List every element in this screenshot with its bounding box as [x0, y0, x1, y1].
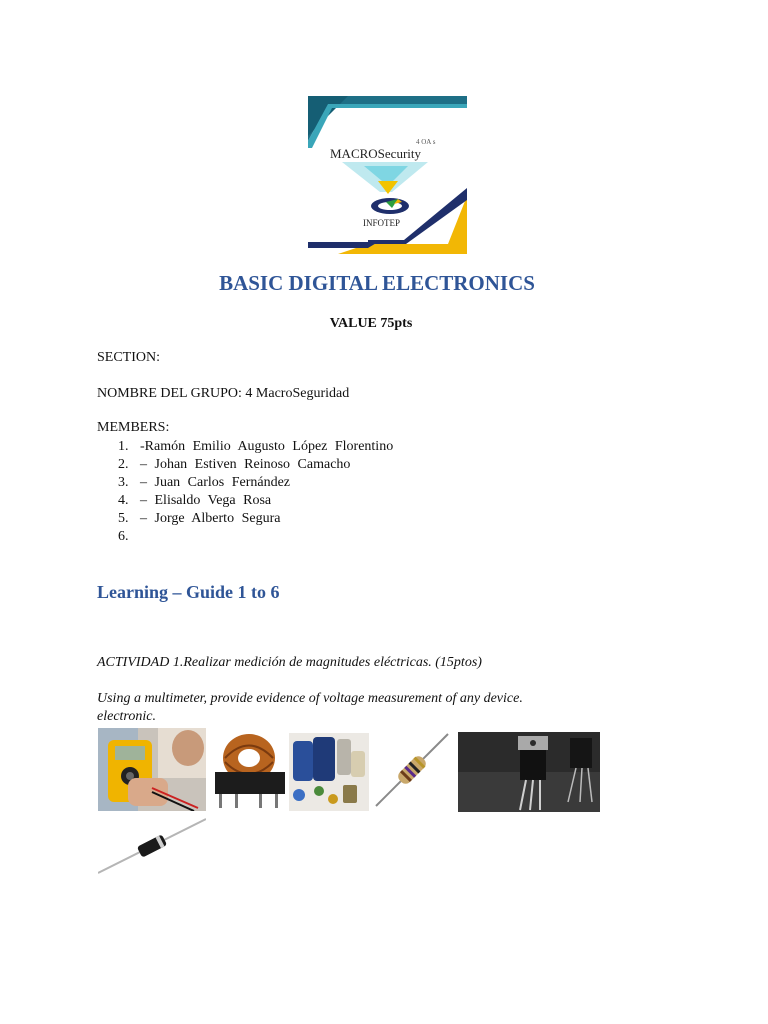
member-name: – Elisaldo Vega Rosa — [140, 493, 272, 508]
activity-1-text: ACTIVIDAD 1.Realizar medición de magnitudes eléctricas. (15ptos) — [97, 655, 482, 670]
instruction-line-2: electronic. — [97, 709, 156, 724]
member-number: 6. — [118, 529, 129, 544]
section-label: SECTION: — [97, 350, 160, 365]
resistor-photo — [374, 732, 451, 810]
logo-institution-text: INFOTEP — [363, 218, 401, 228]
members-list — [118, 438, 393, 546]
member-name: – Jorge Alberto Segura — [140, 511, 281, 526]
member-number: 4. — [118, 493, 129, 508]
group-name: NOMBRE DEL GRUPO: 4 MacroSeguridad — [97, 386, 350, 401]
transistors-photo — [458, 732, 600, 812]
member-item — [118, 456, 393, 474]
instruction-line-1: Using a multimeter, provide evidence of voltage measurement of any device. — [97, 691, 523, 706]
document-title: BASIC DIGITAL ELECTRONICS — [219, 271, 535, 295]
member-item — [118, 492, 393, 510]
toroidal-inductor-photo — [211, 728, 286, 811]
member-name: -Ramón Emilio Augusto López Florentino — [140, 439, 394, 454]
multimeter-photo — [98, 728, 206, 811]
member-item — [118, 528, 393, 546]
learning-heading: Learning – Guide 1 to 6 — [97, 582, 280, 602]
macrosecurity-logo — [308, 96, 467, 254]
member-name: – Juan Carlos Fernández — [140, 475, 291, 490]
member-number: 5. — [118, 511, 129, 526]
logo-brand-text: MACROSecurity — [330, 146, 421, 161]
members-label: MEMBERS: — [97, 420, 170, 435]
member-number: 3. — [118, 475, 129, 490]
member-number: 2. — [118, 457, 129, 472]
value-points: VALUE 75pts — [329, 316, 413, 331]
diode-photo — [98, 815, 206, 877]
member-item — [118, 438, 393, 456]
member-name: – Johan Estiven Reinoso Camacho — [140, 457, 351, 472]
member-item — [118, 510, 393, 528]
logo-small-text: 4 OA s — [416, 138, 436, 146]
member-item — [118, 474, 393, 492]
member-number: 1. — [118, 439, 129, 454]
capacitors-photo — [289, 733, 369, 811]
